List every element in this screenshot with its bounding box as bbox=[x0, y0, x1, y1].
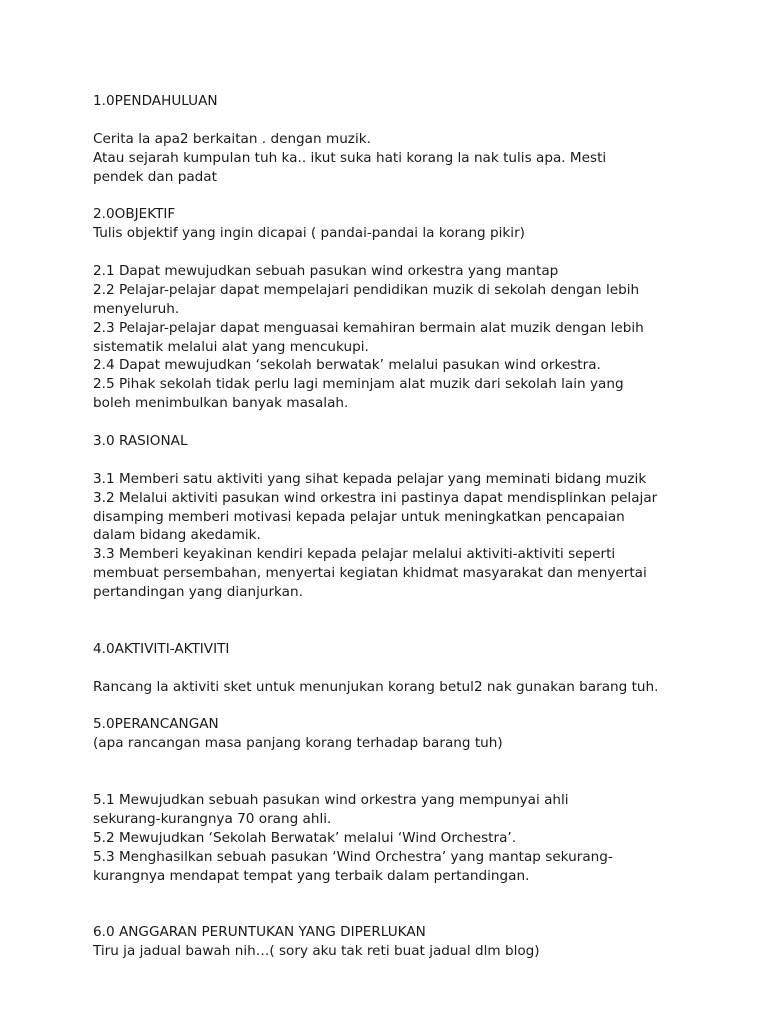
section-heading-pendahuluan: 1.0PENDAHULUAN bbox=[93, 93, 218, 109]
list-item-continuation: boleh menimbulkan banyak masalah. bbox=[93, 395, 349, 412]
list-item: 2.2 Pelajar-pelajar dapat mempelajari pendidikan muzik di sekolah dengan lebih bbox=[93, 281, 640, 298]
list-item: 2.4 Dapat mewujudkan ‘sekolah berwatak’ melalui pasukan wind orkestra. bbox=[93, 357, 601, 374]
list-item: 3.1 Memberi satu aktiviti yang sihat kepada pelajar yang meminati bidang muzik bbox=[93, 470, 647, 487]
list-item-continuation: dalam bidang akedamik. bbox=[93, 527, 261, 544]
list-item: 5.3 Menghasilkan sebuah pasukan ‘Wind Orchestra’ yang mantap sekurang- bbox=[93, 848, 613, 865]
section-heading-rasional: 3.0 RASIONAL bbox=[93, 433, 188, 450]
list-item-continuation: sistematik melalui alat yang mencukupi. bbox=[93, 338, 369, 355]
paragraph-line: Atau sejarah kumpulan tuh ka.. ikut suka hati korang la nak tulis apa. Mesti bbox=[93, 149, 607, 166]
list-item-continuation: pertandingan yang dianjurkan. bbox=[93, 584, 303, 601]
document-body bbox=[93, 92, 693, 961]
list-item-continuation: sekurang-kurangnya 70 orang ahli. bbox=[93, 810, 332, 827]
paragraph-line: pendek dan padat bbox=[93, 168, 217, 185]
list-item-continuation: menyeluruh. bbox=[93, 300, 180, 317]
list-item: 3.3 Memberi keyakinan kendiri kepada pelajar melalui aktiviti-aktiviti seperti bbox=[93, 546, 616, 563]
list-item: 2.3 Pelajar-pelajar dapat menguasai kemahiran bermain alat muzik dengan lebih bbox=[93, 319, 644, 336]
list-item-continuation: membuat persembahan, menyertai kegiatan khidmat masyarakat dan menyertai bbox=[93, 565, 647, 582]
paragraph-line: (apa rancangan masa panjang korang terhadap barang tuh) bbox=[93, 735, 503, 752]
list-item: 5.1 Mewujudkan sebuah pasukan wind orkestra yang mempunyai ahli bbox=[93, 791, 569, 808]
paragraph-line: Rancang la aktiviti sket untuk menunjukan korang betul2 nak gunakan barang tuh. bbox=[93, 678, 659, 695]
section-heading-aktiviti: 4.0AKTIVITI-AKTIVITI bbox=[93, 640, 230, 657]
section-heading-objektif: 2.0OBJEKTIF bbox=[93, 206, 176, 223]
paragraph-line: Cerita la apa2 berkaitan . dengan muzik. bbox=[93, 130, 371, 147]
list-item: 2.5 Pihak sekolah tidak perlu lagi meminjam alat muzik dari sekolah lain yang bbox=[93, 376, 624, 393]
paragraph-line: Tiru ja jadual bawah nih…( sory aku tak reti buat jadual dlm blog) bbox=[93, 943, 540, 960]
list-item: 3.2 Melalui aktiviti pasukan wind orkestra ini pastinya dapat mendisplinkan pelajar bbox=[93, 489, 658, 506]
list-item: 5.2 Mewujudkan ‘Sekolah Berwatak’ melalui ‘Wind Orchestra’. bbox=[93, 829, 517, 846]
list-item: 2.1 Dapat mewujudkan sebuah pasukan wind orkestra yang mantap bbox=[93, 263, 559, 280]
section-heading-anggaran: 6.0 ANGGARAN PERUNTUKAN YANG DIPERLUKAN bbox=[93, 924, 426, 941]
section-heading-perancangan: 5.0PERANCANGAN bbox=[93, 716, 219, 733]
list-item-continuation: disamping memberi motivasi kepada pelajar untuk meningkatkan pencapaian bbox=[93, 508, 625, 525]
paragraph-line: Tulis objektif yang ingin dicapai ( pandai-pandai la korang pikir) bbox=[93, 225, 525, 242]
list-item-continuation: kurangnya mendapat tempat yang terbaik dalam pertandingan. bbox=[93, 867, 530, 884]
